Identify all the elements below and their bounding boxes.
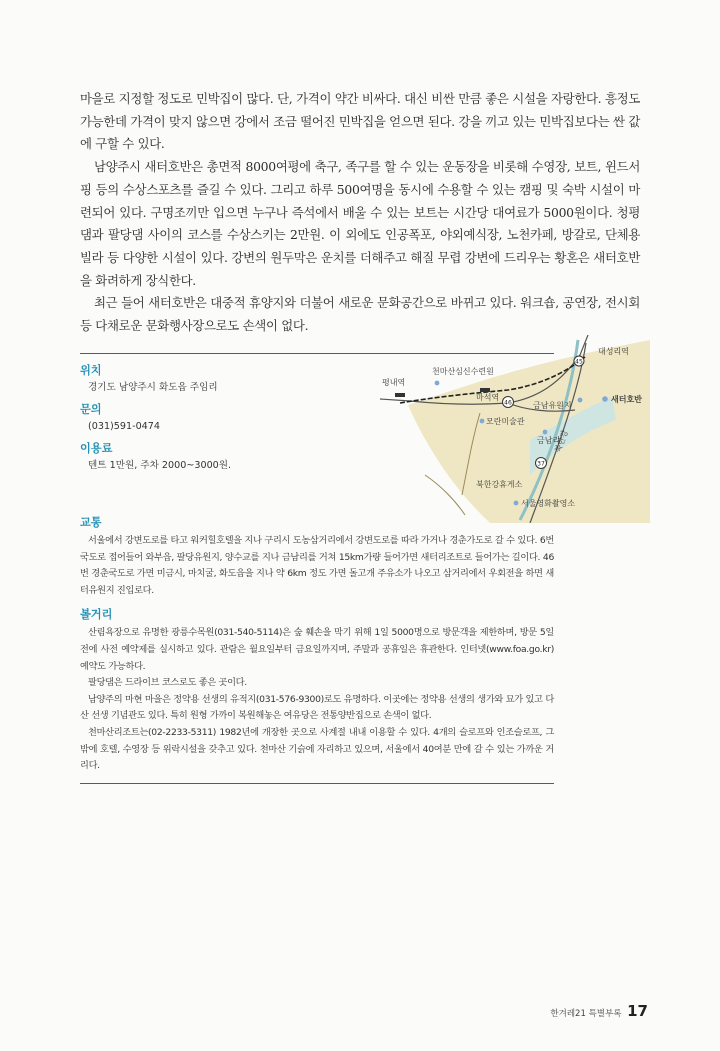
fee-value: 텐트 1만원, 주차 2000~3000원. [88, 460, 232, 471]
contact-label: 문의 [80, 403, 102, 416]
saeteo-marker [602, 396, 608, 402]
moran-label: 모란미술관 [486, 417, 525, 426]
geumnamri-marker [543, 430, 548, 435]
sights-paragraph-3: 남양주의 마현 마을은 정약용 선생의 유적지(031-576-9300)로도 유명하다. 이곳에는 정약용 선생의 생가와 묘가 있고 다산 선생 기념관도 있다. 특히 원형 가까이 복원해놓은 여유당은 전통양반집으로 손색이 없다. [80, 693, 554, 722]
location-block [80, 362, 380, 396]
cheonmasan-marker [435, 381, 440, 386]
contact-value: (031)591-0474 [88, 421, 160, 432]
seoul-studio-marker [514, 501, 519, 506]
sights-paragraph-1: 산림욕장으로 유명한 광릉수목원(031-540-5114)은 숲 훼손을 막기 위해 1일 5000명으로 방문객을 제한하며, 방문 5일 전에 사전 예약제를 실시하고 있다. 관람은 월요일부터 금요일까지며, 주말과 공휴일은 휴관한다. 인터넷(www.foa.go.kr) 예약도 가능하다. [80, 627, 554, 672]
details-section [80, 514, 554, 782]
road-number-37: 37 [537, 460, 545, 468]
bukhan-rest-label: 북한강휴게소 [476, 480, 523, 489]
maseok-label: 마석역 [476, 393, 500, 402]
intro-paragraph-2: 남양주시 새터호반은 총면적 8000여평에 축구, 족구를 할 수 있는 운동장을 비롯해 수영장, 보트, 윈드서핑 등의 수상스포츠를 즐길 수 있다. 그리고 하루 500여명을 동시에 수용할 수 있는 캠핑 및 숙박 시설이 마련되어 있다. 구명조끼만 입으면 누구나 즉석에서 배울 수 있는 보트는 시간당 대여료가 5000원이다. 청평댐과 팔당댐 사이의 코스를 수상스키는 2만원. 이 외에도 인공폭포, 야외예식장, 노천카페, 방갈로, 단체용 빌라 등 다양한 시설이 있다. 강변의 원두막은 운치를 더해주고 해질 무렵 강변에 드리우는 황혼은 새터호반을 화려하게 장식한다. [80, 159, 640, 288]
contact-block [80, 401, 380, 435]
intro-paragraph-1: 마을로 지정할 정도로 민박집이 많다. 단, 가격이 약간 비싸다. 대신 비싼 만큼 좋은 시설을 자랑한다. 흥정도 가능한데 가격이 맞지 않으면 강에서 조금 떨어진 민박집을 얻으면 된다. 강을 끼고 있는 민박집보다는 싼 값에 구할 수 있다. [80, 91, 640, 152]
page-footer [550, 1002, 648, 1020]
map-graphic [380, 335, 650, 523]
sights-paragraph-4: 천마산리조트는(02-2233-5311) 1982년에 개장한 곳으로 사계절 내내 이용할 수 있다. 4개의 슬로프와 인조슬로프, 그밖에 호텔, 수영장 등 위락시설을 갖추고 있다. 천마산 기슭에 자리하고 있으며, 서울에서 40여분 만에 갈 수 있는 가까운 거리다. [80, 726, 554, 772]
saeteo-label: 새터호반 [611, 395, 642, 404]
page-number: 17 [627, 1002, 648, 1020]
daesung-station-label: 대성리역 [598, 347, 629, 356]
geumnam-label: 금남유원지 [533, 401, 572, 410]
road-number-46: 46 [504, 399, 512, 407]
seoul-studio-label: 서울영화촬영소 [521, 499, 576, 508]
location-value: 경기도 남양주시 화도읍 주임리 [88, 382, 218, 393]
fee-block [80, 440, 380, 474]
geumnam-marker [578, 398, 583, 403]
sights-paragraph-2: 팔당댐은 드라이브 코스로도 좋은 곳이다. [88, 677, 247, 689]
intro-text [80, 88, 640, 338]
fee-label: 이용료 [80, 442, 113, 455]
bukhangang-label: 북한강 [553, 428, 570, 454]
traffic-text: 서울에서 강변도로를 타고 워커힐호텔을 지나 구리시 도농삼거리에서 강변도로를 따라 가거나 경춘가도로 갈 수 있다. 6번 국도로 접어들어 와부읍, 팔당유원지, 양수교를 지나 금남리를 거쳐 15km가량 들어가면 새터리조트로 들어가는 길이다. 46번 경춘국도로 가면 미금시, 마치굴, 화도읍을 지나 약 6km 정도 가면 돌고개 주유소가 나오고 삼거리에서 우회전을 하면 새터유원지 진입로다. [80, 535, 554, 596]
traffic-block [80, 514, 554, 599]
road-number-45: 45 [575, 358, 583, 366]
traffic-label: 교통 [80, 516, 102, 529]
geumnamri-label: 금남리 [537, 436, 561, 445]
cheonmasan-label: 천마산심신수련원 [432, 367, 494, 376]
location-map [380, 335, 650, 523]
section-divider-bottom [80, 783, 554, 784]
sights-label: 볼거리 [80, 608, 113, 622]
maseok-station-marker [480, 388, 490, 392]
pyeongnae-label: 평내역 [382, 378, 406, 387]
info-box [80, 362, 380, 479]
sights-block [80, 606, 554, 774]
intro-paragraph-3: 최근 들어 새터호반은 대중적 휴양지와 더불어 새로운 문화공간으로 바뀌고 있다. 워크숍, 공연장, 전시회 등 다채로운 문화행사장으로도 손색이 없다. [80, 295, 640, 334]
pyeongnae-station-marker [395, 393, 405, 397]
publication-name: 한겨레21 특별부록 [550, 1009, 622, 1019]
location-label: 위치 [80, 364, 102, 377]
moran-marker [480, 419, 485, 424]
